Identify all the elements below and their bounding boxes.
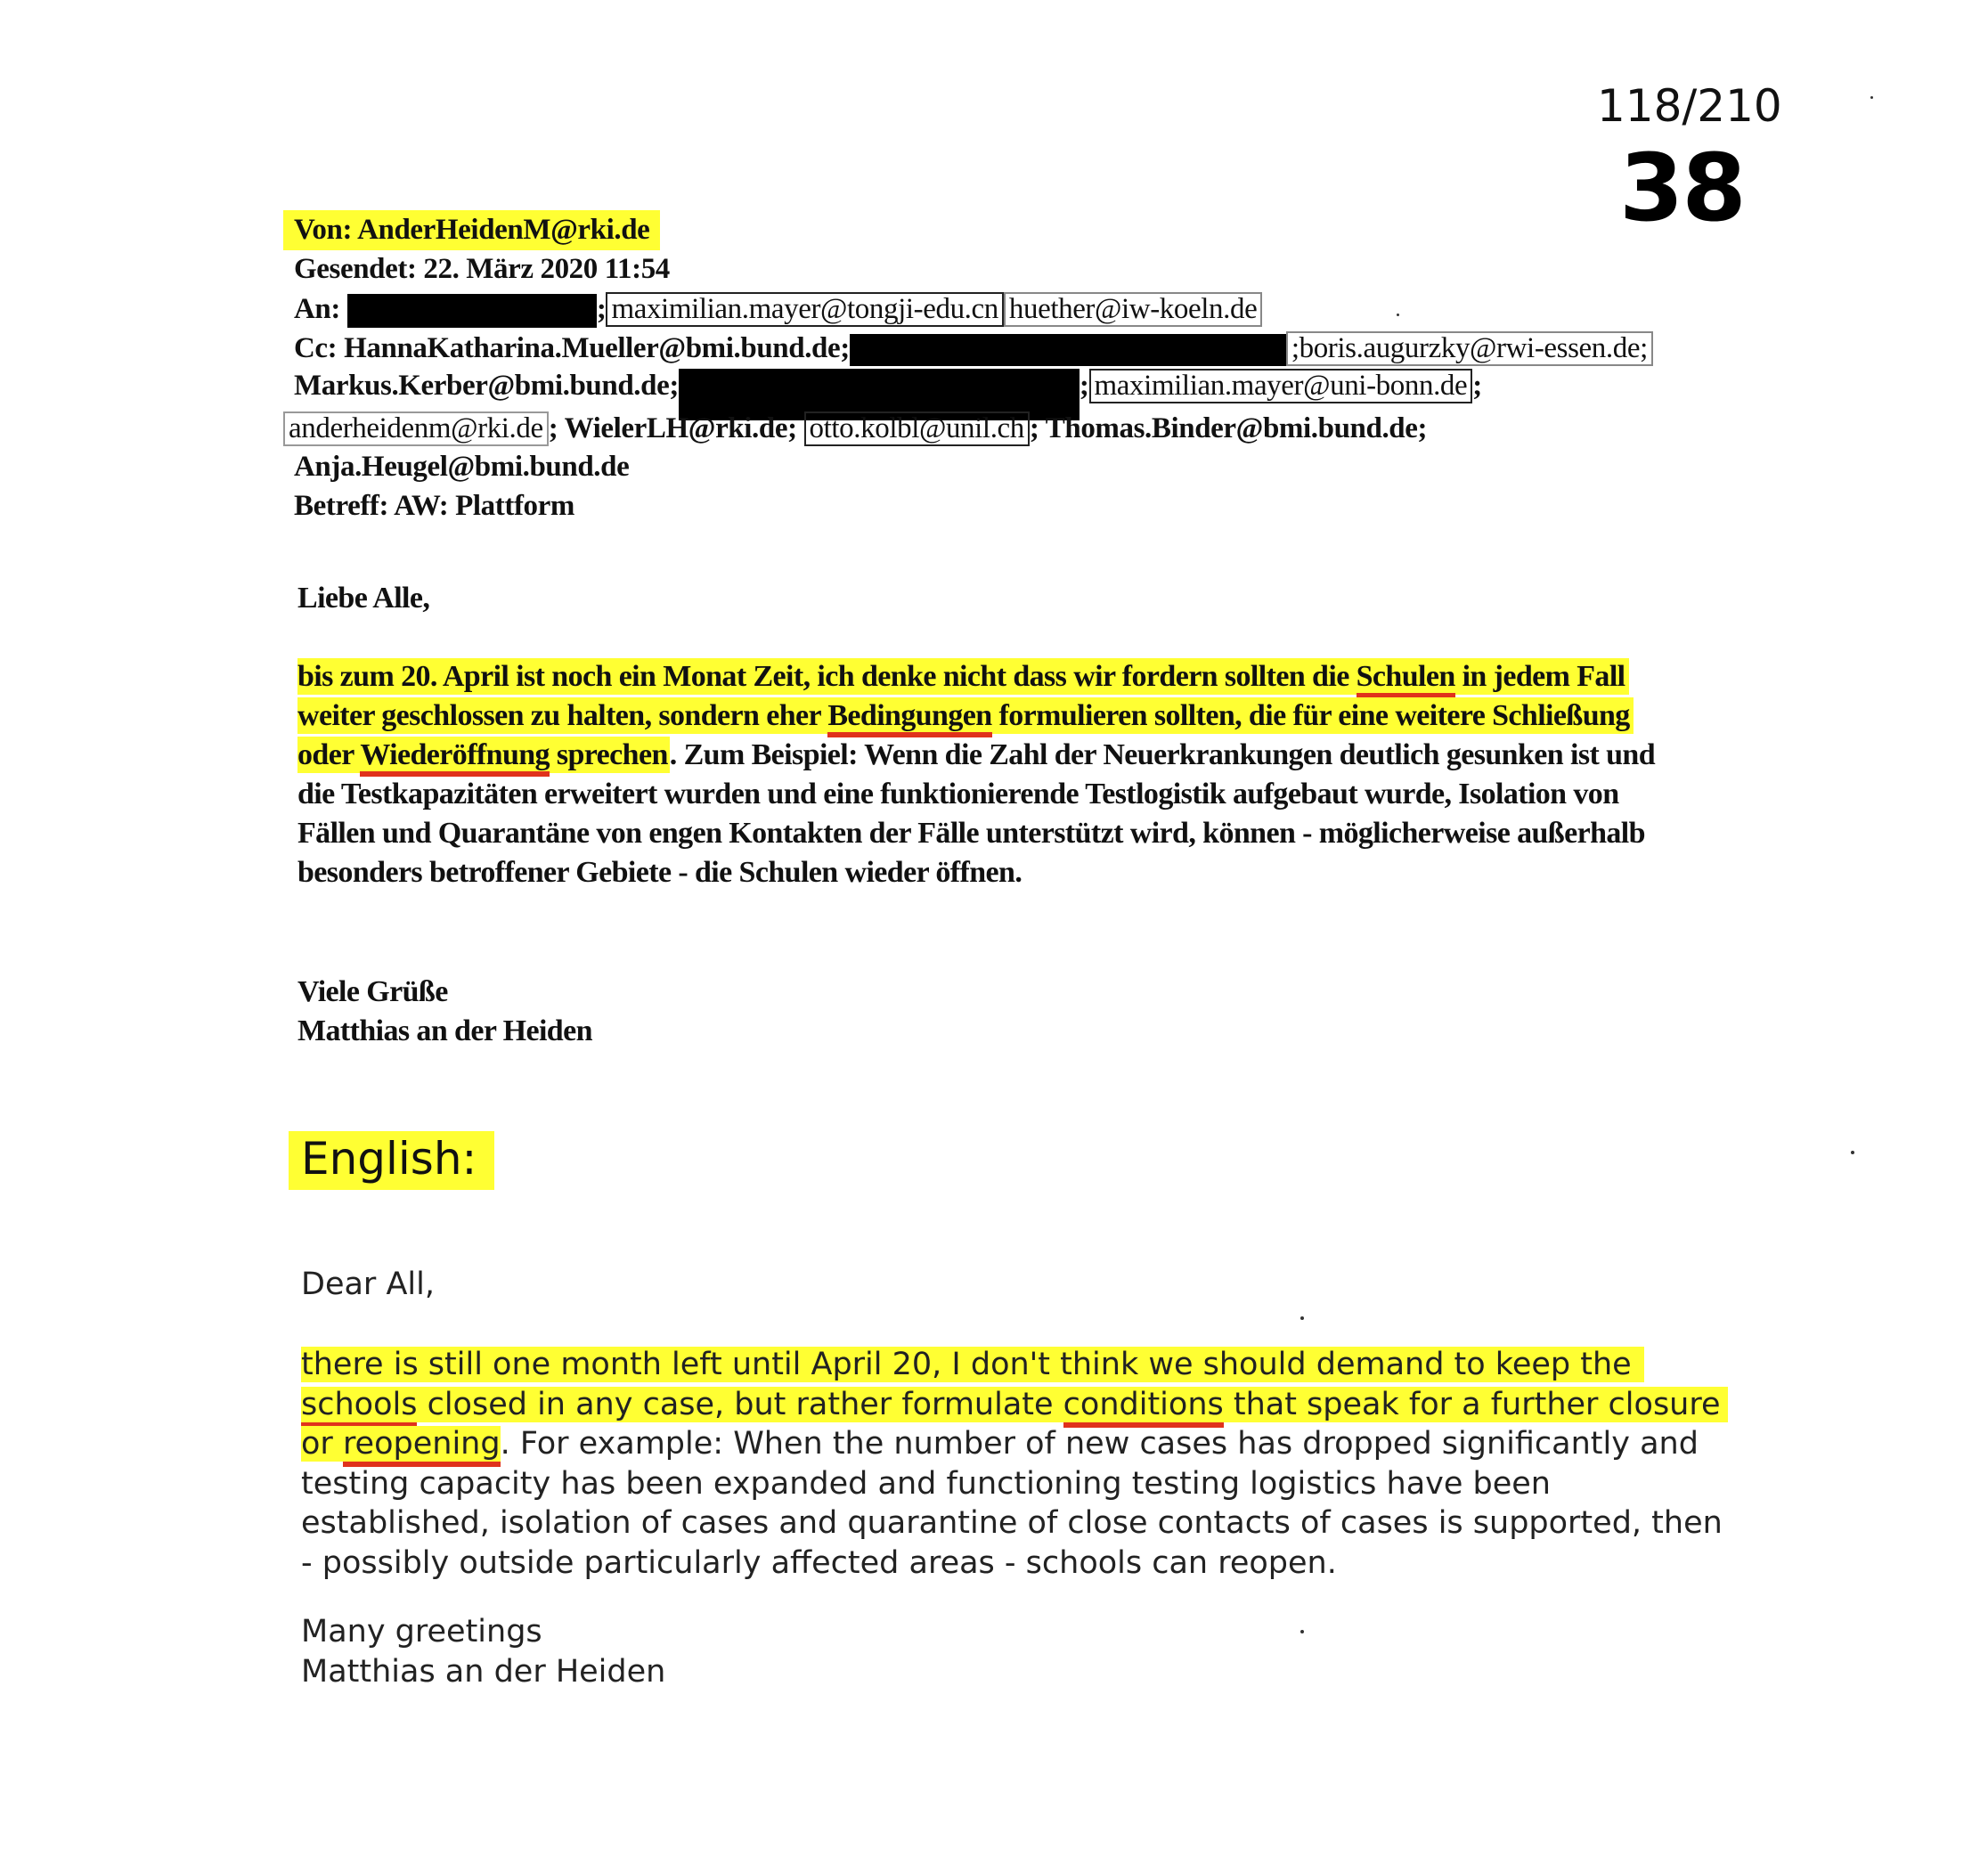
- to-recipient-iw: huether@iw-koeln.de: [1004, 292, 1262, 327]
- greeting-en: Dear All,: [301, 1267, 435, 1302]
- email-to-line: [294, 292, 1262, 328]
- cc-bmi-mueller: HannaKatharina.Mueller@bmi.bund.de;: [344, 332, 850, 364]
- greeting-de: Liebe Alle,: [297, 582, 430, 615]
- underlined-word: reopening: [343, 1426, 501, 1467]
- body-en-line: there is still one month left until April 20, I don't think we should demand to keep the: [301, 1345, 1728, 1385]
- underlined-word: Schulen: [1357, 660, 1455, 698]
- body-de-line: oder Wiederöffnung sprechen. Zum Beispiel: Wenn die Zahl der Neuerkrankungen deutlich gesunken ist und: [297, 736, 1655, 775]
- body-de-line: bis zum 20. April ist noch ein Monat Zeit, ich denke nicht dass wir fordern sollten die Schulen in jedem Fall: [297, 657, 1655, 696]
- underlined-word: Bedingungen: [827, 699, 991, 737]
- scan-speck: [1870, 96, 1873, 99]
- closing-de: Viele Grüße: [297, 975, 448, 1008]
- scan-speck: [1300, 1630, 1304, 1633]
- page-number: 38: [1619, 134, 1745, 242]
- email-cc-line-3: [283, 411, 1427, 446]
- redaction-block: [850, 334, 1286, 366]
- body-de-line: die Testkapazitäten erweitert wurden und eine funktionierende Testlogistik aufgebaut wurde, Isolation von: [297, 778, 1619, 810]
- cc-label: Cc:: [294, 332, 338, 364]
- body-en-line: schools closed in any case, but rather formulate conditions that speak for a further closure: [301, 1385, 1728, 1425]
- to-recipient-tongji: maximilian.mayer@tongji-edu.cn: [606, 292, 1003, 327]
- cc-uni-bonn: maximilian.mayer@uni-bonn.de: [1089, 369, 1473, 403]
- cc-unil: otto.kolbl@unil.ch: [804, 411, 1030, 446]
- body-en-line: - possibly outside particularly affected areas - schools can reopen.: [301, 1544, 1337, 1581]
- body-de: [297, 657, 1655, 892]
- cc-rwi: ;boris.augurzky@rwi-essen.de;: [1286, 331, 1653, 366]
- email-from: Von: AnderHeidenM@rki.de: [283, 210, 660, 250]
- english-heading: English:: [289, 1131, 494, 1190]
- body-en-line: established, isolation of cases and quarantine of close contacts of cases is supported, then: [301, 1505, 1723, 1541]
- scan-speck: [1851, 1151, 1854, 1154]
- cc-rki-anderheiden: anderheidenm@rki.de: [283, 411, 549, 446]
- cc-separator: ;: [1472, 370, 1482, 402]
- email-cc-line-1: [294, 331, 1653, 366]
- scan-speck: [1300, 1316, 1304, 1320]
- underlined-word: conditions: [1063, 1387, 1224, 1428]
- email-cc-line-4: Anja.Heugel@bmi.bund.de: [294, 451, 630, 483]
- redaction-block: [347, 294, 597, 328]
- page-counter: 118/210: [1597, 80, 1782, 132]
- signature-de: Matthias an der Heiden: [297, 1014, 592, 1047]
- body-en: [301, 1345, 1728, 1583]
- to-separator: ;: [596, 293, 607, 325]
- body-de-line: weiter geschlossen zu halten, sondern eher Bedingungen formulieren sollten, die für eine weitere Schließung: [297, 696, 1655, 736]
- body-de-line: besonders betroffener Gebiete - die Schulen wieder öffnen.: [297, 856, 1023, 889]
- to-label: An:: [294, 293, 340, 325]
- underlined-word: schools: [301, 1387, 417, 1428]
- cc-separator: ;: [1079, 370, 1089, 402]
- underlined-word: Wiederöffnung: [360, 738, 550, 777]
- body-de-line: Fällen und Quarantäne von engen Kontakten der Fälle unterstützt wird, können - möglicherweise außerhalb: [297, 817, 1645, 850]
- cc-bmi-binder: ; Thomas.Binder@bmi.bund.de;: [1029, 412, 1428, 444]
- cc-rki-wieler: ; WielerLH@rki.de;: [548, 412, 797, 444]
- scan-speck: [1397, 314, 1399, 316]
- email-sent: Gesendet: 22. März 2020 11:54: [294, 253, 670, 285]
- signature-en: Matthias an der Heiden: [301, 1654, 666, 1690]
- body-en-line: testing capacity has been expanded and functioning testing logistics have been: [301, 1465, 1551, 1502]
- cc-bmi-kerber: Markus.Kerber@bmi.bund.de;: [294, 370, 679, 402]
- body-en-line: or reopening. For example: When the number of new cases has dropped significantly and: [301, 1424, 1728, 1464]
- email-subject: Betreff: AW: Plattform: [294, 490, 574, 522]
- closing-en: Many greetings: [301, 1614, 542, 1649]
